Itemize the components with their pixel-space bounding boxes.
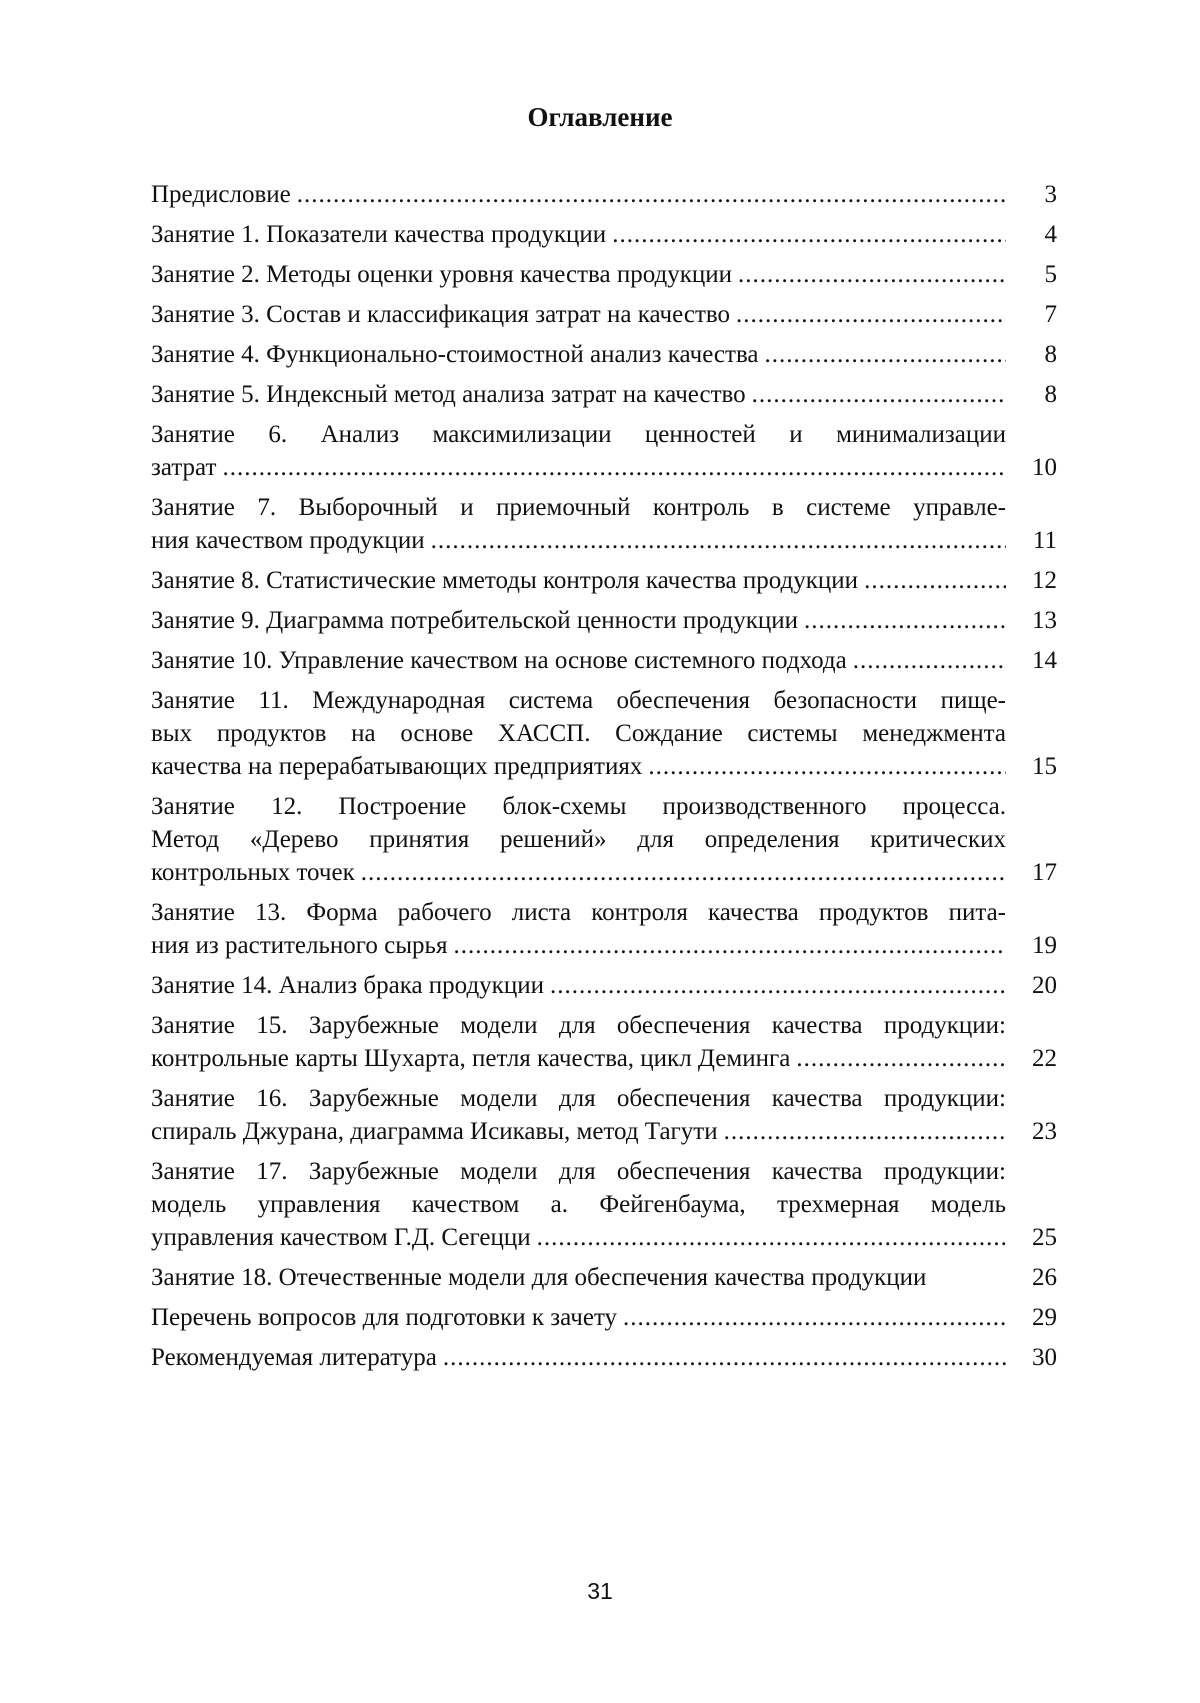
toc-entry xyxy=(151,378,1057,411)
dot-leader: ............................................................................... xyxy=(431,524,1006,557)
toc-entry-page: 14 xyxy=(1007,644,1057,677)
toc-entry xyxy=(151,218,1057,251)
toc-entry xyxy=(151,491,1057,557)
toc-entry-label: Занятие 2. Методы оценки уровня качества продукции xyxy=(151,258,732,291)
toc-entry-label: Занятие 1. Показатели качества продукции xyxy=(151,218,606,251)
toc-entry-label: спираль Джурана, диаграмма Исикавы, метод Тагути xyxy=(151,1115,718,1148)
toc-entry xyxy=(151,1009,1057,1075)
dot-leader: ............................................................................................................ xyxy=(222,451,1006,484)
toc-entry-page: 25 xyxy=(1007,1221,1057,1254)
dot-leader: ............................................................................. xyxy=(443,1341,1006,1374)
toc-entry-last-line xyxy=(151,604,1006,637)
dot-leader: ............................................................... xyxy=(550,969,1006,1002)
toc-entry xyxy=(151,1261,1057,1294)
toc-entry xyxy=(151,1301,1057,1334)
toc-entry-page: 17 xyxy=(1007,856,1057,889)
toc-entry-last-line xyxy=(151,1341,1006,1374)
toc-entry-page: 15 xyxy=(1007,750,1057,783)
toc-entry-label: Занятие 10. Управление качеством на основе системного подхода xyxy=(151,644,847,677)
toc-entry-label: управления качеством Г.Д. Сегецци xyxy=(151,1221,531,1254)
toc-entry-line: модель управления качеством а. Фейгенбаума, трехмерная модель xyxy=(151,1188,1006,1221)
toc-entry-page: 7 xyxy=(1007,298,1057,331)
toc-entry xyxy=(151,258,1057,291)
toc-entry-page: 5 xyxy=(1007,258,1057,291)
toc-entry-last-line xyxy=(151,524,1006,557)
dot-leader: ......................................................................................... xyxy=(361,856,1006,889)
toc-entry-page: 23 xyxy=(1007,1115,1057,1148)
toc-entry-last-line xyxy=(151,1042,1006,1075)
document-page xyxy=(0,0,1200,1703)
toc-entry-line: Занятие 17. Зарубежные модели для обеспечения качества продукции: xyxy=(151,1155,1006,1188)
toc-entry-last-line xyxy=(151,644,1006,677)
toc-entry xyxy=(151,418,1057,484)
toc-entry-label: Предисловие xyxy=(151,178,291,211)
toc-entry xyxy=(151,790,1057,889)
dot-leader: ..................................................... xyxy=(623,1301,1006,1334)
toc-entry xyxy=(151,684,1057,783)
dot-leader: ................................... xyxy=(752,378,1006,411)
toc-entry-last-line xyxy=(151,258,1006,291)
toc-entry-label: затрат xyxy=(151,451,216,484)
toc-entry-page: 26 xyxy=(1007,1261,1057,1294)
toc-entry-page: 11 xyxy=(1007,524,1057,557)
toc-entry-last-line xyxy=(151,378,1006,411)
toc-entry xyxy=(151,644,1057,677)
toc-entry-page: 20 xyxy=(1007,969,1057,1002)
toc-entry-page: 12 xyxy=(1007,564,1057,597)
dot-leader: ............................. xyxy=(796,1042,1006,1075)
toc-entry-last-line xyxy=(151,564,1006,597)
toc-entry-page: 19 xyxy=(1007,929,1057,962)
toc-entry-line: Занятие 6. Анализ максимилизации ценностей и минимализации xyxy=(151,418,1006,451)
toc-entry xyxy=(151,1155,1057,1254)
toc-entry-page: 8 xyxy=(1007,378,1057,411)
dot-leader: ................................. xyxy=(765,338,1006,371)
toc-entry-last-line xyxy=(151,750,1006,783)
toc-entry xyxy=(151,298,1057,331)
toc-entry-label: Занятие 18. Отечественные модели для обеспечения качества продукции xyxy=(151,1261,926,1294)
toc-entry xyxy=(151,896,1057,962)
toc-entry-label: Занятие 8. Статистические мметоды контроля качества продукции xyxy=(151,564,858,597)
toc-entry-line: Занятие 16. Зарубежные модели для обеспечения качества продукции: xyxy=(151,1082,1006,1115)
toc-entry-last-line xyxy=(151,929,1006,962)
toc-entry-label: Занятие 9. Диаграмма потребительской ценности продукции xyxy=(151,604,798,637)
toc-entry-label: контрольные карты Шухарта, петля качества, цикл Деминга xyxy=(151,1042,790,1075)
page-number: 31 xyxy=(0,1578,1200,1605)
toc-entry-line: вых продуктов на основе ХАССП. Сождание системы менеджмента xyxy=(151,717,1006,750)
toc-title: Оглавление xyxy=(0,100,1200,134)
toc-entry-label: Занятие 14. Анализ брака продукции xyxy=(151,969,544,1002)
toc-entry-label: ния из растительного сырья xyxy=(151,929,447,962)
dot-leader: ................... xyxy=(864,564,1006,597)
toc-entry-line: Занятие 11. Международная система обеспечения безопасности пище- xyxy=(151,684,1006,717)
toc-entry-page: 8 xyxy=(1007,338,1057,371)
dot-leader: .................................................................................................... xyxy=(297,178,1006,211)
dot-leader: ............................................................................ xyxy=(453,929,1006,962)
toc-entry-page: 22 xyxy=(1007,1042,1057,1075)
toc-entry-page: 10 xyxy=(1007,451,1057,484)
toc-entry xyxy=(151,969,1057,1002)
dot-leader: ................................................................. xyxy=(537,1221,1006,1254)
dot-leader: .................................................. xyxy=(648,750,1006,783)
toc-entry xyxy=(151,178,1057,211)
toc-entry-label: качества на перерабатывающих предприятиях xyxy=(151,750,642,783)
toc-entry-last-line xyxy=(151,298,1006,331)
dot-leader: ..................................... xyxy=(736,298,1006,331)
toc-entry-label: Перечень вопросов для подготовки к зачету xyxy=(151,1301,617,1334)
toc-entry xyxy=(151,1082,1057,1148)
toc-entry-label: Рекомендуемая литература xyxy=(151,1341,437,1374)
toc-entry-label: Занятие 3. Состав и классификация затрат на качество xyxy=(151,298,730,331)
toc-entry-last-line xyxy=(151,338,1006,371)
toc-entry-label: Занятие 5. Индексный метод анализа затрат на качество xyxy=(151,378,746,411)
dot-leader: ..................... xyxy=(853,644,1006,677)
toc-entry-page: 4 xyxy=(1007,218,1057,251)
toc-entry-line: Метод «Дерево принятия решений» для определения критических xyxy=(151,823,1006,856)
dot-leader: ............................ xyxy=(804,604,1006,637)
toc-entry-last-line xyxy=(151,1221,1006,1254)
toc-entry-label: Занятие 4. Функционально-стоимостной анализ качества xyxy=(151,338,759,371)
toc-entry xyxy=(151,338,1057,371)
toc-entry-line: Занятие 13. Форма рабочего листа контроля качества продуктов пита- xyxy=(151,896,1006,929)
dot-leader: ..................................... xyxy=(738,258,1006,291)
toc-entry-line: Занятие 7. Выборочный и приемочный контроль в системе управле- xyxy=(151,491,1006,524)
table-of-contents xyxy=(151,178,1057,1381)
toc-entry xyxy=(151,1341,1057,1374)
toc-entry-line: Занятие 15. Зарубежные модели для обеспечения качества продукции: xyxy=(151,1009,1006,1042)
toc-entry-page: 30 xyxy=(1007,1341,1057,1374)
toc-entry-last-line xyxy=(151,1301,1006,1334)
toc-entry-page: 13 xyxy=(1007,604,1057,637)
dot-leader: ...................................................... xyxy=(612,218,1006,251)
toc-entry-last-line xyxy=(151,451,1006,484)
toc-entry-last-line xyxy=(151,178,1006,211)
toc-entry-line: Занятие 12. Построение блок-схемы производственного процесса. xyxy=(151,790,1006,823)
toc-entry xyxy=(151,564,1057,597)
toc-entry-label: ния качеством продукции xyxy=(151,524,425,557)
toc-entry-last-line xyxy=(151,218,1006,251)
toc-entry-last-line xyxy=(151,1115,1006,1148)
toc-entry-page: 3 xyxy=(1007,178,1057,211)
toc-entry-last-line xyxy=(151,856,1006,889)
toc-entry-last-line xyxy=(151,1261,1006,1294)
toc-entry xyxy=(151,604,1057,637)
toc-entry-page: 29 xyxy=(1007,1301,1057,1334)
dot-leader: ....................................... xyxy=(724,1115,1006,1148)
toc-entry-last-line xyxy=(151,969,1006,1002)
toc-entry-label: контрольных точек xyxy=(151,856,355,889)
